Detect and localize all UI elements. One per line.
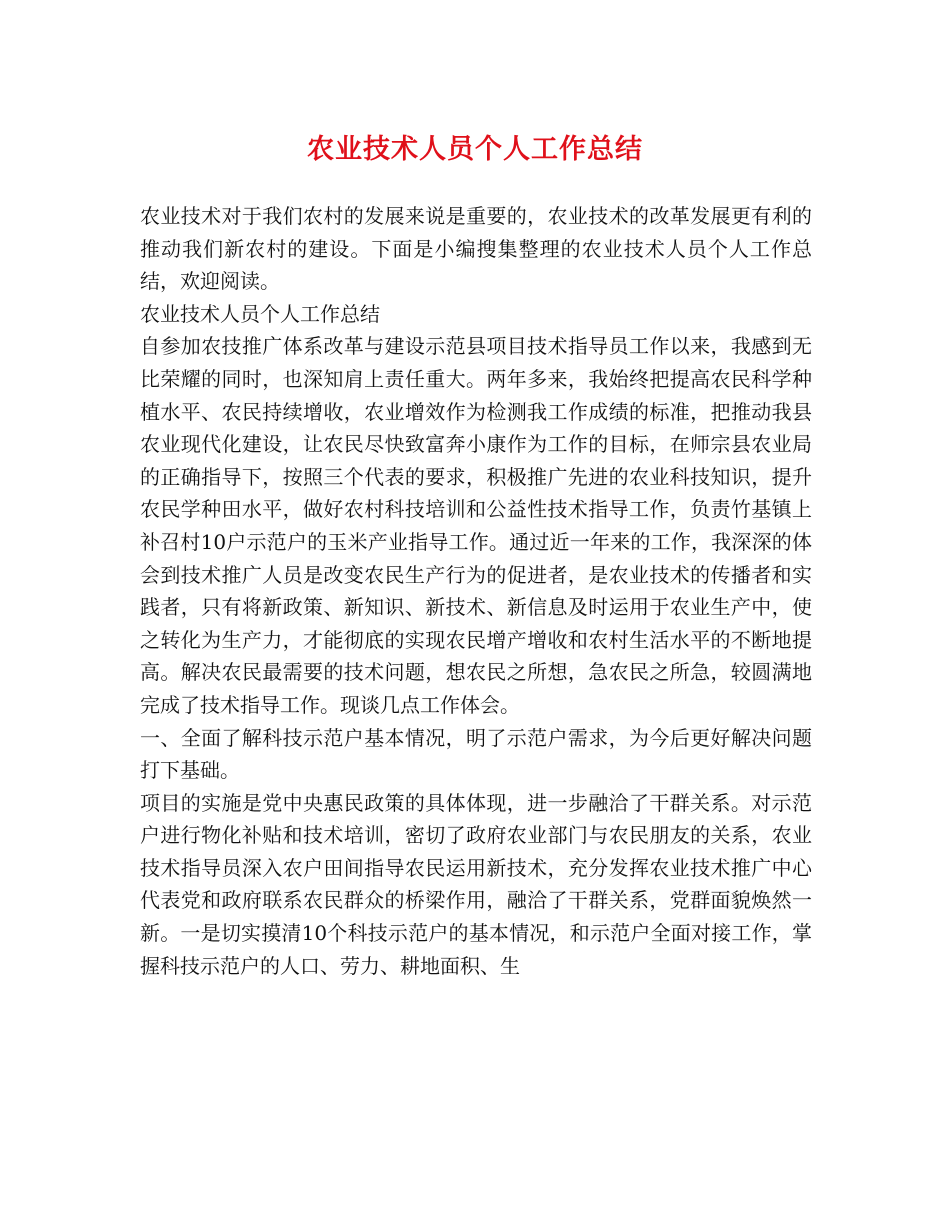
body-paragraph: 项目的实施是党中央惠民政策的具体体现，进一步融洽了干群关系。对示范户进行物化补贴和技术培训，密切了政府农业部门与农民朋友的关系，农业技术指导员深入农户田间指导农民运用新技术，充分发挥农业技术推广中心代表党和政府联系农民群众的桥梁作用，融洽了干群关系，党群面貌焕然一新。一是切实摸清10个科技示范户的基本情况，和示范户全面对接工作，掌握科技示范户的人口、劳力、耕地面积、生 — [140, 790, 812, 978]
document-title: 农业技术人员个人工作总结 — [307, 134, 643, 165]
section-heading: 农业技术人员个人工作总结 — [140, 301, 380, 326]
section-heading-one: 一、全面了解科技示范户基本情况，明了示范户需求，为今后更好解决问题打下基础。 — [140, 725, 812, 783]
intro-paragraph: 农业技术对于我们农村的发展来说是重要的，农业技术的改革发展更有利的推动我们新农村的建设。下面是小编搜集整理的农业技术人员个人工作总结，欢迎阅读。 — [140, 204, 812, 294]
body-paragraph: 自参加农技推广体系改革与建设示范县项目技术指导员工作以来，我感到无比荣耀的同时，也深知肩上责任重大。两年多来，我始终把提高农民科学种植水平、农民持续增收，农业增效作为检测我工作成绩的标准，把推动我县农业现代化建设，让农民尽快致富奔小康作为工作的目标，在师宗县农业局的正确指导下，按照三个代表的要求，积极推广先进的农业科技知识，提升农民学种田水平，做好农村科技培训和公益性技术指导工作，负责竹基镇上补召村10户示范户的玉米产业指导工作。通过近一年来的工作，我深深的体会到技术推广人员是改变农民生产行为的促进者，是农业技术的传播者和实践者，只有将新政策、新知识、新技术、新信息及时运用于农业生产中，使之转化为生产力，才能彻底的实现农民增产增收和农村生活水平的不断地提高。解决农民最需要的技术问题，想农民之所想，急农民之所急，较圆满地完成了技术指导工作。现谈几点工作体会。 — [140, 334, 812, 717]
document-body — [140, 200, 812, 982]
